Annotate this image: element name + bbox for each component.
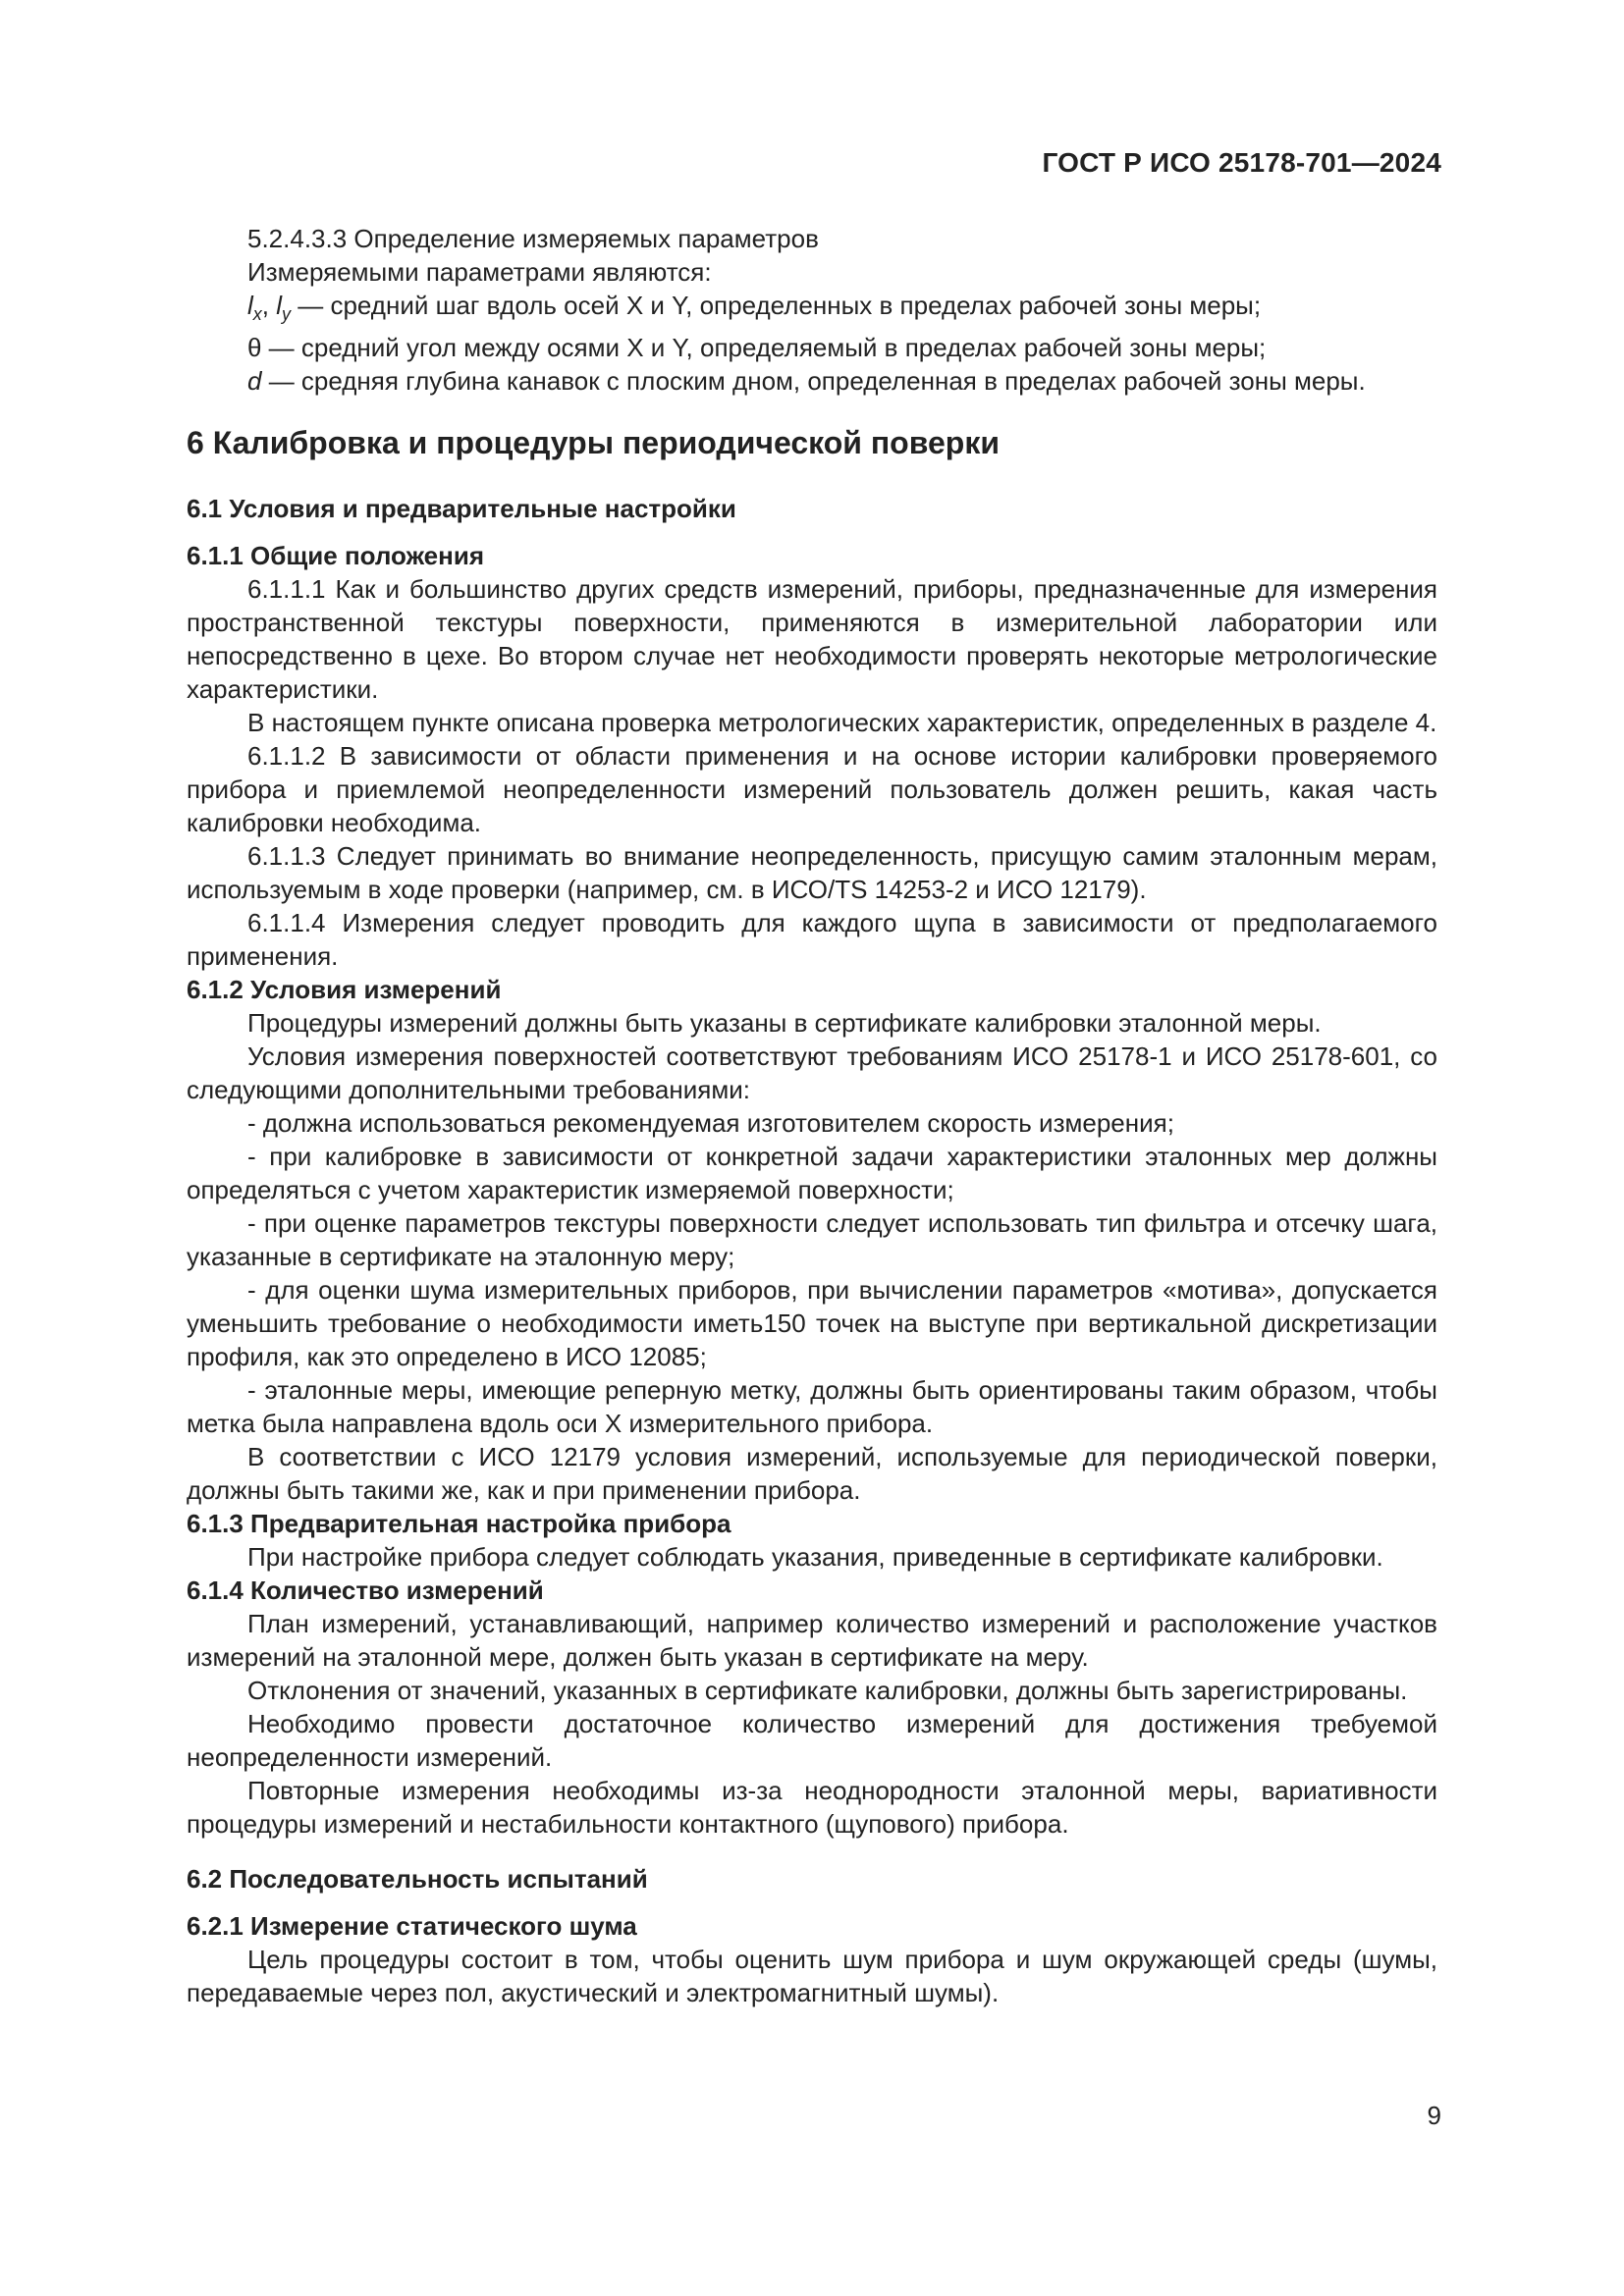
symbol-ly: l — [276, 291, 283, 320]
paragraph-6-1-1-1b: В настоящем пункте описана проверка метрологических характеристик, определенных в разделе 4. — [247, 708, 1437, 738]
paragraph-6-1-4d: Повторные измерения необходимы из-за неоднородности эталонной меры, вариативности процедуры измерений и нестабильности контактного (щупового) прибора. — [187, 1776, 1437, 1840]
section-title-6-1-1: 6.1.1 Общие положения — [187, 541, 484, 571]
param-l: $l_x$, $l_y$ — средний шаг вдоль осей X и Y, определенных в пределах рабочей зоны меры; — [247, 291, 1262, 325]
param-l-text: — средний шаг вдоль осей X и Y, определенных в пределах рабочей зоны меры; — [291, 291, 1262, 320]
paragraph-6-1-1-4: 6.1.1.4 Измерения следует проводить для каждого щупа в зависимости от предполагаемого применения. — [187, 908, 1437, 972]
section-title-6: 6 Калибровка и процедуры периодической поверки — [187, 425, 1000, 461]
clause-title-5-2-4-3-3: 5.2.4.3.3 Определение измеряемых параметров — [247, 224, 819, 253]
symbol-lx-sub: x — [252, 304, 262, 325]
section-title-6-2-1: 6.2.1 Измерение статического шума — [187, 1911, 637, 1942]
list-item-1: - должна использоваться рекомендуемая изготовителем скорость измерения; — [247, 1108, 1174, 1139]
param-theta: θ — средний угол между осями X и Y, определяемый в пределах рабочей зоны меры; — [247, 333, 1267, 363]
list-item-4: - для оценки шума измерительных приборов, при вычислении параметров «мотива», допускается уменьшить требование о необходимости иметь150 точек на выступе при вертикальной дискретизации профиля, как это определено в ИСО 12085; — [187, 1275, 1437, 1372]
section-title-6-1-4: 6.1.4 Количество измерений — [187, 1575, 544, 1606]
list-item-5: - эталонные меры, имеющие реперную метку, должны быть ориентированы таким образом, чтобы метка была направлена вдоль оси X измерительного прибора. — [187, 1375, 1437, 1439]
symbol-d: d — [247, 366, 262, 397]
section-title-6-1-3: 6.1.3 Предварительная настройка прибора — [187, 1509, 731, 1539]
symbol-ly-sub: y — [282, 304, 292, 325]
paragraph-6-1-2b: Условия измерения поверхностей соответствуют требованиям ИСО 25178-1 и ИСО 25178-601, со следующими дополнительными требованиями: — [187, 1041, 1437, 1105]
paragraph-6-1-1-3: 6.1.1.3 Следует принимать во внимание неопределенность, присущую самим эталонным мерам, используемым в ходе проверки (например, см. в ИСО/TS 14253-2 и ИСО 12179). — [187, 841, 1437, 905]
section-title-6-2: 6.2 Последовательность испытаний — [187, 1864, 648, 1895]
paragraph-6-1-2c: В соответствии с ИСО 12179 условия измерений, используемые для периодической поверки, должны быть такими же, как и при применении прибора. — [187, 1442, 1437, 1506]
paragraph-6-1-3: При настройке прибора следует соблюдать указания, приведенные в сертификате калибровки. — [247, 1542, 1383, 1573]
document-body — [187, 222, 1437, 2009]
paragraph-6-2-1: Цель процедуры состоит в том, чтобы оценить шум прибора и шум окружающей среды (шумы, передаваемые через пол, акустический и электромагнитный шумы). — [187, 1945, 1437, 2008]
list-item-2: - при калибровке в зависимости от конкретной задачи характеристики эталонных мер должны определяться с учетом характеристик измеряемой поверхности; — [187, 1142, 1437, 1205]
section-title-6-1: 6.1 Условия и предварительные настройки — [187, 494, 736, 524]
paragraph-6-1-2a: Процедуры измерений должны быть указаны в сертификате калибровки эталонной меры. — [247, 1008, 1322, 1039]
paragraph-6-1-4b: Отклонения от значений, указанных в сертификате калибровки, должны быть зарегистрированы. — [247, 1676, 1408, 1706]
page-number: 9 — [1427, 2101, 1441, 2130]
param-d — [187, 364, 1437, 398]
parameters-intro: Измеряемыми параметрами являются: — [247, 257, 712, 287]
paragraph-6-1-4c: Необходимо провести достаточное количество измерений для достижения требуемой неопределенности измерений. — [187, 1709, 1437, 1773]
list-item-3: - при оценке параметров текстуры поверхности следует использовать тип фильтра и отсечку шага, указанные в сертификате на эталонную меру; — [187, 1208, 1437, 1272]
paragraph-6-1-1-1: 6.1.1.1 Как и большинство других средств измерений, приборы, предназначенные для измерения пространственной текстуры поверхности, применяются в измерительной лаборатории или непосредственно в цехе. Во втором случае нет необходимости проверять некоторые метрологические характеристики. — [187, 574, 1437, 705]
symbol-lx: l — [247, 291, 253, 320]
paragraph-6-1-4a: План измерений, устанавливающий, например количество измерений и расположение участков измерений на эталонной мере, должен быть указан в сертификате на меру. — [187, 1609, 1437, 1673]
paragraph-6-1-1-2: 6.1.1.2 В зависимости от области применения и на основе истории калибровки проверяемого прибора и приемлемой неопределенности измерений пользователь должен решить, какая часть калибровки необходима. — [187, 741, 1437, 838]
section-title-6-1-2: 6.1.2 Условия измерений — [187, 975, 502, 1005]
document-header: ГОСТ Р ИСО 25178-701—2024 — [1042, 147, 1441, 178]
param-d-text: — средняя глубина канавок с плоским дном, определенная в пределах рабочей зоны меры. — [261, 366, 1366, 397]
